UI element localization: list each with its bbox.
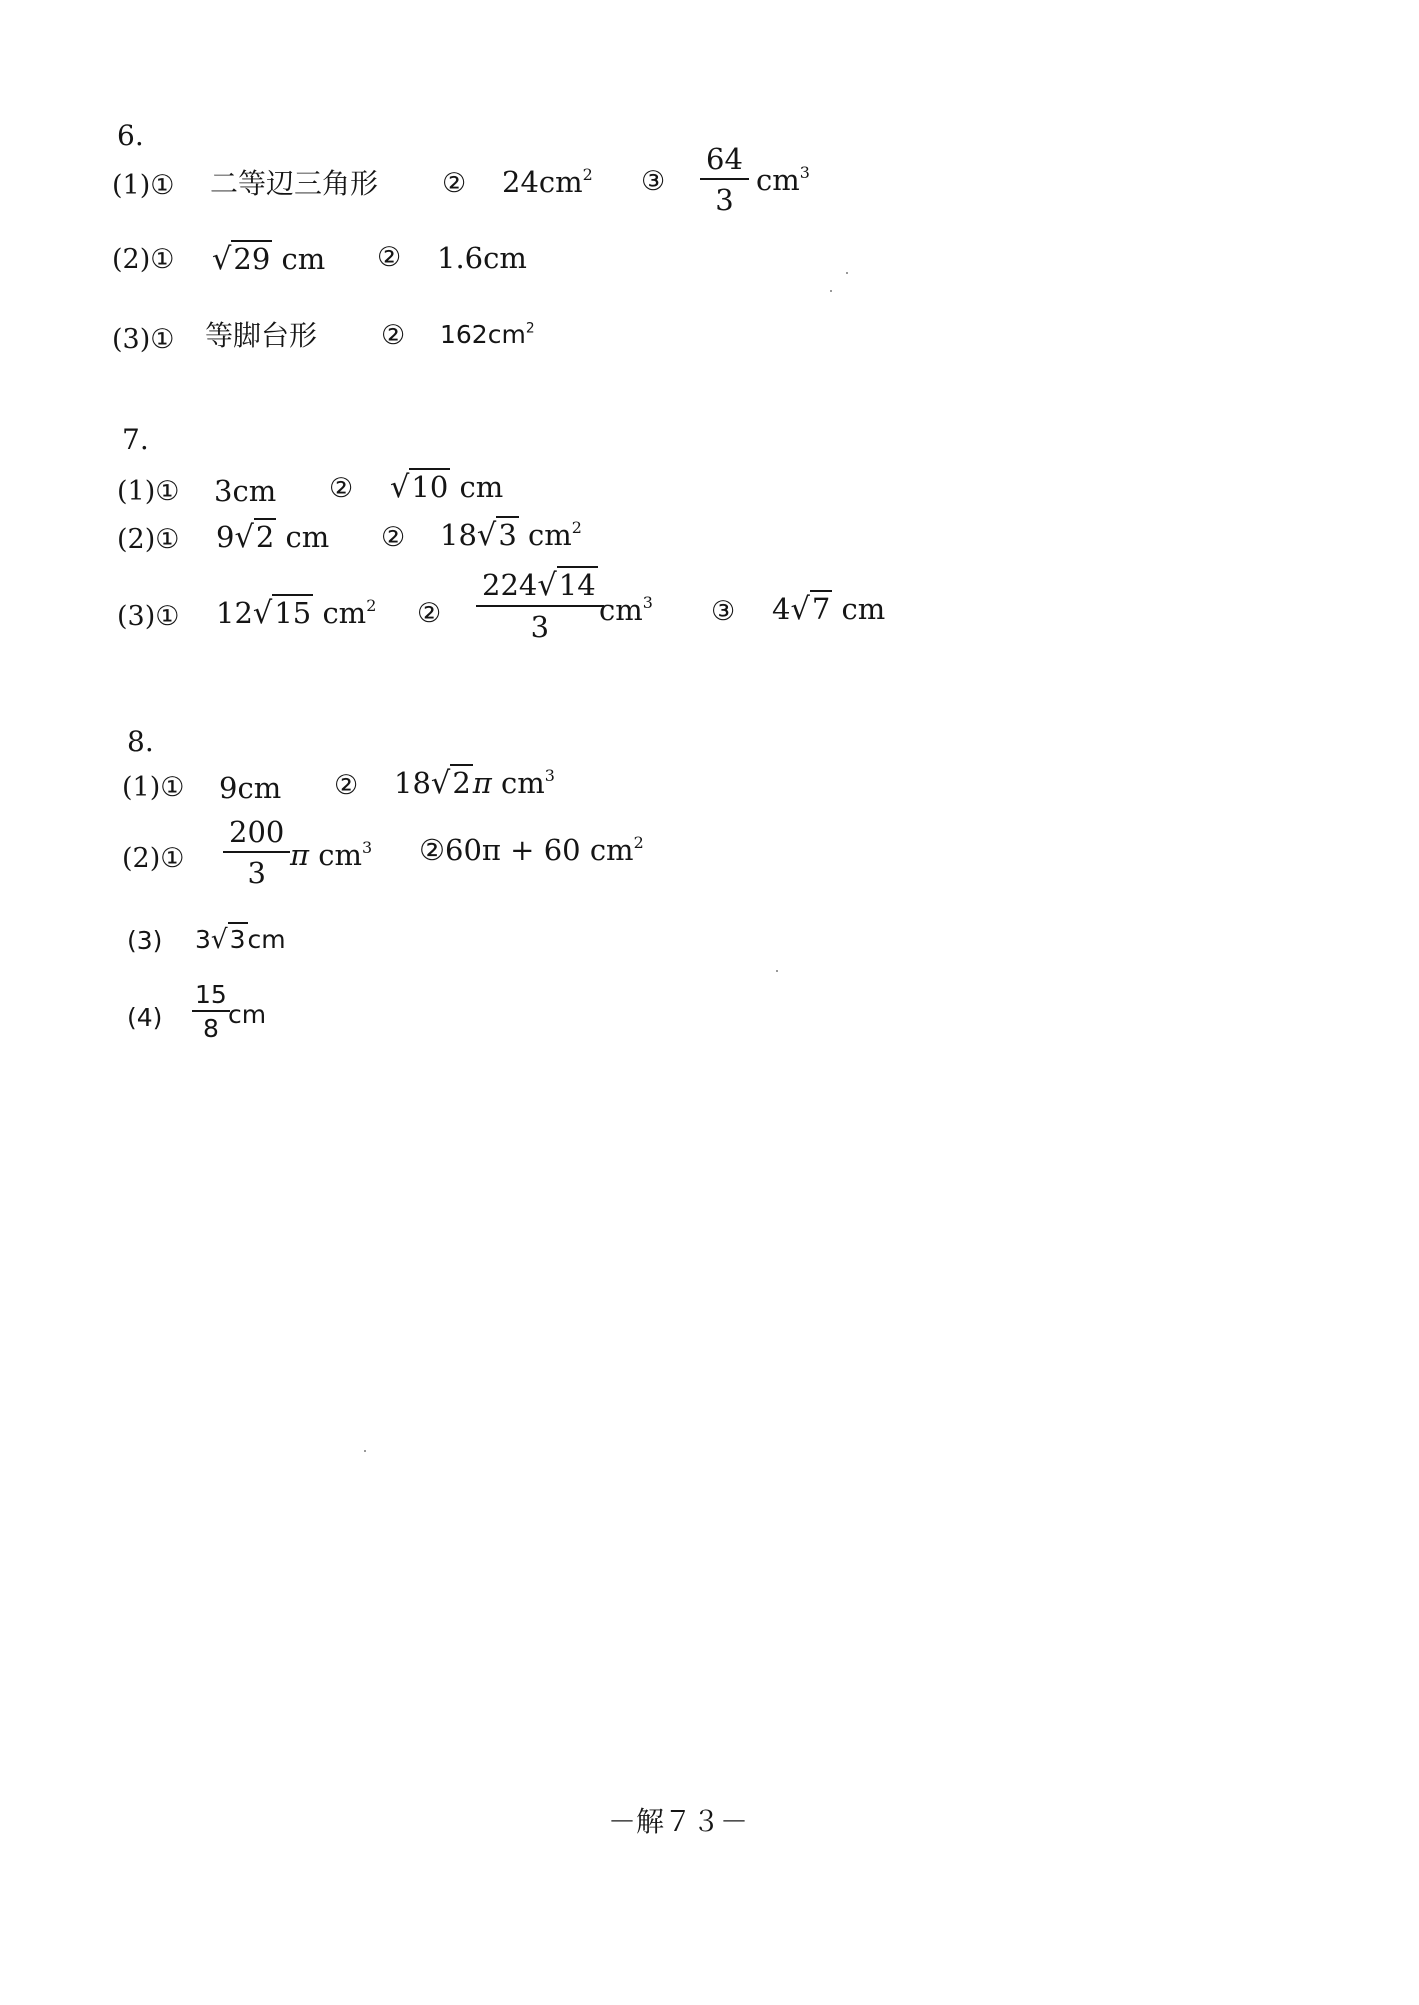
p8-1-circle-2: ② [334, 770, 359, 801]
p8-4-unit: cm [228, 1000, 267, 1029]
p8-2-unit-1: π $cm^3$ [290, 838, 373, 872]
p7-3-answer-1: 12√15 $cm^2$ [216, 596, 377, 631]
p8-3-answer: 3√3cm [195, 922, 286, 953]
p7-3-unit-2: $cm^3$ [599, 593, 653, 627]
problem-6-number: 6. [117, 119, 144, 152]
p7-3-answer-3: 4√7 cm [772, 592, 886, 627]
p6-3-answer-2: $162cm^2$ [440, 320, 535, 349]
scan-speck [776, 970, 778, 972]
p8-2-denominator: 3 [247, 856, 266, 890]
p8-4-fraction [192, 982, 230, 1041]
p7-3-circle-3: ③ [711, 596, 736, 627]
p7-3-circle-2: ② [417, 598, 442, 629]
p8-2-fraction [223, 815, 290, 890]
scan-speck [364, 1450, 366, 1452]
p6-3-label: (3)① [112, 324, 175, 355]
p8-4-denominator: 8 [202, 1014, 219, 1043]
p7-1-answer-1: 3cm [214, 474, 277, 508]
page-number: －解７３－ [608, 1805, 749, 1838]
problem-7-number: 7. [122, 423, 149, 456]
p6-1-fraction [700, 142, 749, 217]
p7-2-label: (2)① [117, 524, 180, 555]
p8-4-label: (4) [127, 1003, 163, 1032]
p8-1-answer-2: 18√2π $cm^3$ [394, 766, 555, 801]
p7-3-fraction [476, 566, 604, 645]
p8-1-label: (1)① [122, 772, 185, 803]
p7-2-answer-2: 18√3 $cm^2$ [440, 518, 582, 553]
p6-2-circle-2: ② [377, 242, 402, 273]
p6-1-numerator: 64 [700, 145, 749, 180]
p7-3-label: (3)① [117, 601, 180, 632]
p6-1-label: (1)① [112, 170, 175, 201]
p6-1-denominator: 3 [715, 183, 734, 217]
scan-speck [846, 272, 848, 274]
p8-3-label: (3) [127, 926, 163, 955]
p7-3-numerator: 224√14 [476, 566, 604, 607]
p7-1-circle-2: ② [329, 473, 354, 504]
p6-2-answer-2: 1.6cm [437, 241, 527, 275]
p6-1-answer-1: 二等辺三角形 [210, 167, 379, 200]
p7-2-answer-1: 9√2 cm [216, 520, 330, 555]
p6-1-unit: $cm^3$ [756, 163, 810, 197]
p7-1-label: (1)① [117, 476, 180, 507]
p6-3-answer-1: 等脚台形 [205, 319, 318, 352]
problem-8-number: 8. [127, 725, 154, 758]
p8-4-numerator: 15 [192, 982, 230, 1012]
p8-2-numerator: 200 [223, 818, 290, 853]
p7-3-denominator: 3 [530, 610, 550, 645]
p6-1-circle-2: ② [442, 168, 467, 199]
p6-3-circle-2: ② [381, 320, 406, 351]
p8-2-answer-2: ②60π + 60 $cm^2$ [419, 833, 644, 867]
scan-speck [830, 290, 832, 292]
p7-2-circle-2: ② [381, 522, 406, 553]
p6-2-answer-1: √29 cm [212, 242, 326, 277]
p6-1-circle-3: ③ [641, 166, 666, 197]
p6-2-label: (2)① [112, 244, 175, 275]
p8-1-answer-1: 9cm [219, 771, 282, 805]
p8-2-label: (2)① [122, 843, 185, 874]
p6-1-answer-2: $24cm^2$ [502, 165, 593, 199]
p7-1-answer-2: √10 cm [390, 470, 504, 505]
